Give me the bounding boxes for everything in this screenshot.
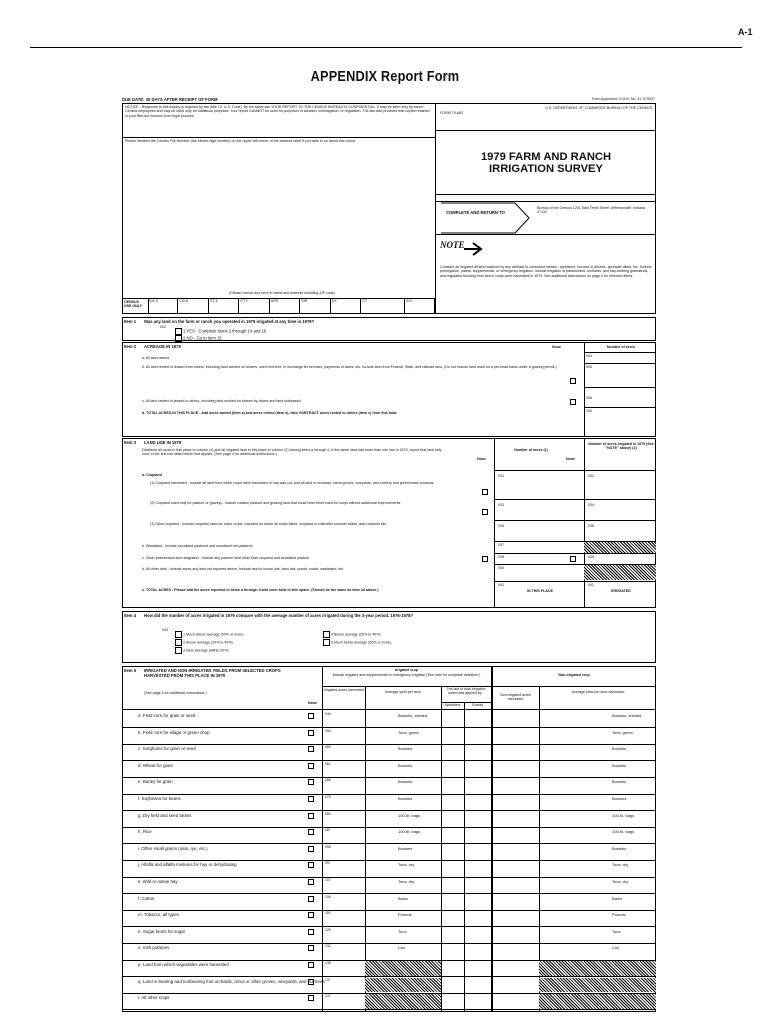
census-cell: DIV 5 [148, 298, 178, 314]
gravity-header: Gravity [471, 703, 484, 707]
item2-line-a: a. All land owned [142, 356, 170, 360]
item3-shaded-cell [584, 542, 656, 553]
confidentiality-notice: NOTICE - Response to this inquiry is required by law (title 13, U.S. Code). By the same law YOUR REPORT TO THE CENSUS BUREAU IS CONFIDENTIAL. It may be seen only by sworn Census employees and may be used only for statistical purposes. Your report CANNOT be used for purposes of taxation, investigation, or regulation. The law also provides that copies retained in your files are immune from legal process. [125, 105, 430, 118]
item1-code: 002 [160, 325, 166, 329]
crop-yield-unit: Bushels [612, 762, 627, 768]
crop-none-checkbox[interactable] [308, 979, 314, 985]
census-cell: LID 6 [178, 298, 208, 314]
shaded-cell [365, 961, 441, 976]
item4-option-4[interactable]: 4 Below average (20% to 49%) [322, 631, 381, 638]
crop-none-checkbox[interactable] [308, 713, 314, 719]
crop-none-checkbox[interactable] [308, 896, 314, 902]
crop-code: 107 [325, 878, 331, 882]
item2-line-d-total: d. TOTAL ACRES IN THIS PLACE - Add acres owned (item a) and acres rented (item b), then SUBTRACT acres rented to others (item c) from this total. [142, 411, 398, 415]
crop-yield-unit: Bushels [612, 796, 627, 801]
item3-code: 031 [498, 474, 504, 478]
item5-label: Item 5 [124, 668, 137, 673]
item2-none-header: None [552, 345, 561, 349]
item2-none-checkbox-b[interactable] [570, 378, 576, 384]
crop-yield-unit: Bushels [612, 845, 627, 851]
crop-row [122, 927, 656, 939]
item3-none-checkbox[interactable] [570, 556, 576, 562]
crop-name: o. Irish potatoes [138, 945, 170, 951]
item3-none-checkbox[interactable] [482, 556, 488, 562]
crop-code: 138 [325, 961, 331, 965]
item3-cropland: a. Cropland [142, 473, 162, 477]
item1-label: Item 1 [124, 319, 137, 324]
item5-none-header: None [308, 701, 317, 705]
crop-yield-unit: Cwt [612, 945, 619, 951]
crop-yield-unit: Bushels [398, 762, 413, 768]
item3-code: 040 [498, 566, 504, 570]
survey-title-line1: 1979 FARM AND RANCH [480, 151, 612, 163]
crop-yield-unit: Pounds [612, 912, 626, 918]
crop-name: l. Cotton [138, 895, 155, 901]
crop-none-checkbox[interactable] [308, 912, 314, 918]
form-number: FORM 79-A82 [440, 111, 464, 115]
crop-name: m. Tobacco, all types [138, 912, 179, 918]
report-form [122, 97, 656, 1013]
census-cell: CT [361, 298, 405, 314]
crop-row [122, 811, 656, 823]
crop-yield-unit: 100-lb. bags [398, 812, 421, 818]
item3-col2-header: Number of acres irrigated in 1979 (See "NOTE" above) (2) [588, 442, 654, 451]
option-checkbox[interactable] [323, 631, 330, 638]
crop-code: 132 [325, 944, 331, 949]
crop-name: b. Field corn for silage or green chop [138, 729, 210, 735]
omb-approval: Form Approved: O.M.B. No. 41-S79037 [592, 97, 655, 101]
crop-name: g. Dry field and seed beans [138, 812, 192, 818]
item3-total-in-this-place: IN THIS PLACE [527, 589, 553, 593]
crop-code: 125 [325, 927, 331, 932]
crop-none-checkbox[interactable] [308, 746, 314, 752]
crop-yield-unit: Tons, dry [612, 862, 629, 868]
item5-instructions: (See page 4 for additional instructions.) [144, 691, 207, 695]
census-cell: ST 4 [209, 298, 239, 314]
nonirrigated-yield-header: Average yield per acre harvested [571, 690, 625, 694]
crop-none-checkbox[interactable] [308, 846, 314, 852]
option-checkbox[interactable] [323, 639, 330, 646]
crop-name: p. Land from which vegetables were harvested [138, 962, 229, 967]
crop-code: 108 [325, 894, 331, 899]
shaded-cell [365, 978, 441, 993]
crop-code: 080 [325, 811, 331, 816]
crop-none-checkbox[interactable] [308, 763, 314, 769]
crop-yield-unit: Bushels [398, 796, 413, 801]
crop-row [122, 744, 656, 756]
item2-label: Item 2 [124, 344, 137, 349]
nonirrigated-acres-header: Non-irrigated acres harvested [500, 693, 531, 702]
crop-none-checkbox[interactable] [308, 995, 314, 1001]
crop-code: 065 [325, 745, 331, 750]
crop-name: q. Land in bearing and nonbearing fruit orchards, citrus or other groves, vineyards, and nut trees [138, 978, 325, 984]
item3-code: 032 [588, 474, 594, 478]
crop-none-checkbox[interactable] [308, 796, 314, 802]
item3-shaded-cell [584, 565, 656, 580]
crop-code: 076 [325, 795, 331, 799]
item3-line-3: (3) Other cropland - Include cropland used for cover crops, cropland on which all crops failed, cropland in cultivated summer fallow, and cropland idle [150, 522, 387, 526]
crop-name: f. Soybeans for beans [138, 796, 181, 801]
crop-name: k. Wild or native hay [138, 879, 178, 884]
note-pointer-icon [462, 240, 486, 256]
crop-row [122, 860, 656, 872]
crop-yield-unit: Bushels [398, 746, 413, 752]
item3-code: 038 [498, 555, 504, 559]
item3-line-other: d. All other land - Include acres any land not reported above. Include land in house lots, barn lots, ponds, roads, wasteland, etc. [142, 567, 345, 571]
shaded-cell [365, 994, 441, 1009]
crop-none-checkbox[interactable] [308, 829, 314, 835]
item1-question: Was any land on the farm or ranch you operated in 1979 irrigated at any time in 1979? [144, 319, 315, 324]
item3-line-woodland: b. Woodland - Include woodland pastured and woodland not pastured [142, 544, 253, 548]
crop-yield-unit: Bushels, shelled [612, 713, 642, 718]
item3-none-checkbox[interactable] [482, 509, 488, 515]
crop-yield-unit: Tons [398, 928, 407, 934]
appendix-title: APPENDIX Report Form [310, 68, 460, 85]
crop-row [122, 728, 656, 740]
crop-name: n. Sugar beets for sugar [138, 928, 186, 934]
crop-row [122, 877, 656, 889]
crop-none-checkbox[interactable] [308, 779, 314, 785]
crop-yield-unit: Tons, dry [398, 879, 415, 884]
census-use-label: CENSUS USE ONLY [124, 300, 143, 309]
shaded-cell [539, 994, 656, 1009]
crop-none-checkbox[interactable] [308, 879, 314, 885]
crop-yield-unit: Cwt [398, 945, 405, 951]
crop-name: i. Other small grains (oats, rye, etc.) [138, 845, 208, 851]
crop-none-checkbox[interactable] [308, 730, 314, 736]
item3-col1-header: Number of acres (1) [514, 448, 548, 452]
item3-code: 039 [588, 555, 594, 559]
option-checkbox[interactable] [175, 639, 182, 646]
complete-and-return: COMPLETE AND RETURN TO [446, 210, 505, 215]
crop-yield-unit: Bales [398, 895, 409, 901]
item3-line-2: (2) Cropland used only for pasture or grazing - Include rotation pasture and grazing land that could have been used for crops without additional improvements [150, 501, 401, 505]
item2-code-b: 005 [586, 365, 592, 369]
due-date: DUE DATE: 30 DAYS AFTER RECEIPT OF FORM [122, 97, 218, 102]
crop-yield-unit: 100-lb. bags [612, 812, 635, 818]
crop-yield-unit: Bushels [612, 779, 627, 785]
crop-row [122, 711, 656, 723]
option-checkbox[interactable] [175, 631, 182, 638]
shaded-cell [539, 978, 656, 993]
item3-code: 036 [588, 524, 594, 528]
crop-none-checkbox[interactable] [308, 945, 314, 951]
no-checkbox[interactable] [175, 335, 182, 342]
item2-none-checkbox-c[interactable] [570, 399, 576, 405]
yes-checkbox[interactable] [175, 328, 182, 335]
page-number: A-1 [738, 27, 753, 37]
crop-yield-unit: Bushels [612, 746, 627, 752]
crop-row [122, 761, 656, 773]
census-cell: SIR [300, 298, 330, 314]
crop-code: 137 [325, 977, 331, 982]
census-cell: EO [406, 299, 412, 303]
crop-none-checkbox[interactable] [308, 813, 314, 819]
crop-name: e. Barley for grain [138, 779, 173, 785]
water-applied-header: The last of total irrigation water was applied by - [446, 687, 486, 696]
crop-yield-unit: Bushels [398, 845, 413, 851]
crop-yield-unit: Tons, dry [398, 862, 415, 868]
crop-none-checkbox[interactable] [308, 929, 314, 935]
census-cell: ASR [270, 298, 300, 314]
survey-title-line2: IRRIGATION SURVEY [489, 163, 603, 175]
item2-acres-header: Number of acres [606, 345, 636, 349]
crop-none-checkbox[interactable] [308, 862, 314, 868]
item1-yes-option[interactable]: 1 YES - Complete items 2 through 14 and 16 [174, 328, 266, 335]
item2-line-c: c. All land rented or leased to others, including land worked on shares by others and land subleased [142, 399, 301, 403]
irrigated-crop-header: Irrigated crop [394, 668, 419, 672]
non-irrigated-crop-header: Non-irrigated crop [558, 673, 590, 677]
crop-code: 098 [325, 844, 331, 849]
crop-row [122, 777, 656, 789]
crop-code: 053 [325, 728, 331, 733]
crop-yield-unit: Bushels [398, 779, 413, 785]
crop-code: 147 [325, 994, 331, 999]
crop-row [122, 794, 656, 806]
crop-name: d. Wheat for grain [138, 762, 173, 768]
item3-code: 037 [498, 543, 504, 547]
item3-total-code2: 042 [588, 583, 594, 587]
item3-title: LAND USE IN 1979 [144, 440, 182, 445]
census-cell: EX [331, 298, 361, 314]
crop-yield-unit: Tons, dry [612, 879, 629, 884]
crop-row [122, 943, 656, 955]
item3-total-irrigated: IRRIGATED [611, 589, 631, 593]
item3-code: 033 [498, 503, 504, 507]
sprinklers-header: Sprinklers [444, 703, 461, 707]
crop-code: 044 [325, 712, 331, 716]
item4-option-1[interactable]: 1 Much above average (50% or more) [174, 631, 244, 638]
irrigated-yield-header: Average yield per acre [385, 690, 421, 694]
crop-yield-unit: Bales [612, 895, 623, 901]
item3-code: 035 [498, 524, 504, 528]
item2-code-d: 030 [586, 409, 592, 413]
item4-option-3[interactable]: 3 Near average (within 20%) [174, 647, 229, 654]
crop-yield-unit: Pounds [398, 912, 412, 918]
crop-row [122, 827, 656, 839]
crop-yield-unit: Bushels, shelled [398, 713, 428, 718]
crop-row [122, 844, 656, 856]
item3-total-code: 041 [498, 583, 504, 587]
crop-name: a. Field corn for grain or seed [138, 713, 196, 718]
crop-code: 087 [325, 828, 331, 833]
crop-name: r. All other crops [138, 995, 170, 1001]
item3-label: Item 3 [124, 440, 137, 445]
census-use-cells [148, 298, 435, 314]
crop-yield-unit: Tons [612, 928, 621, 934]
item3-code: 034 [588, 503, 594, 507]
item4-option-2[interactable]: 2 Above average (20% to 49%) [174, 639, 233, 646]
irrigated-crop-subheader: Include irrigated and supplemental or emergency irrigation (See note for complete definition.) [332, 673, 481, 677]
crop-code: 116 [325, 911, 331, 916]
item1-no-option[interactable]: 2 NO - Go to item 15 [174, 335, 222, 342]
crop-name: h. Rice [138, 829, 152, 835]
item4-question: How did the number of acres irrigated in 1979 compare with the average number of acres irrigated during the 3-year period, 1976-1978? [144, 613, 414, 618]
item3-instructions: Distribute all acres in this place to column (1) and all irrigated land in this place in column (2) among items a through d. If the same land had more than one use in 1979, report that land only once in the first use listed below that applies. (See page 4 for additional instructions.) [142, 448, 442, 457]
item5-title: IRRIGATED AND NON-IRRIGATED YIELDS FROM SELECTED CROPS HARVESTED FROM THIS PLACE IN 1979 [144, 668, 281, 679]
item4-code: 043 [162, 628, 168, 632]
option-checkbox[interactable] [175, 647, 182, 654]
irrigated-acres-header: Irrigated acres harvested [324, 688, 364, 692]
crop-yield-unit: Tons, green [612, 729, 633, 735]
item2-line-b: b. All land rented or leased from others, including land worked on shares, used rent-free, in exchange for services, payments of taxes, etc. Include land from Federal, State, and railroad land. (Do not include land used on a per-head basis under a grazing permit.) [142, 365, 557, 369]
item4-option-5[interactable]: 5 Much below average (50% or more) [322, 639, 391, 646]
crop-yield-unit: 100-lb. bags [612, 829, 635, 835]
top-rule [30, 47, 742, 48]
crop-row [122, 894, 656, 906]
crop-row [122, 910, 656, 922]
item3-line-pasture: c. Other pastureland and rangeland - Include any pasture land other than cropland and woodland pasture [142, 556, 310, 560]
item2-code-c: 006 [586, 396, 592, 400]
item3-none-checkbox[interactable] [482, 489, 488, 495]
crop-none-checkbox[interactable] [308, 962, 314, 968]
crop-yield-unit: Tons, green [398, 729, 419, 735]
crop-row-rule [122, 1009, 656, 1010]
file-number-instruction: Please mention the Census File Number (the eleven-digit number) on the upper left corner of the address label if you write to us about this report. [125, 139, 356, 143]
crop-name: c. Sorghums for grain or seed [138, 746, 196, 752]
crop-code: 062 [325, 761, 331, 766]
census-cell: CTY [239, 298, 269, 314]
crop-yield-unit: 100-lb. bags [398, 829, 421, 835]
shaded-cell [539, 961, 656, 976]
item3-none-header-1: None [477, 457, 486, 461]
item3-none-header-2: None [566, 457, 575, 461]
item4-label: Item 4 [124, 613, 137, 618]
crop-code: 097 [325, 861, 331, 866]
note-title: NOTE [440, 240, 465, 250]
note-text: Consider as irrigated all land watered by any artificial or controlled means - sprinklers, furrows or ditches, spreader dikes, etc. Include preirrigation, partial, supplemental, or emergency irrigation. Include irrigation of pastureland, orchards, and hay-bearing grasslands, and regulated flooding from which crops were harvested in 1979. See additional instructions on page 4 for selected items. [440, 265, 652, 278]
item3-line-1: (1) Cropland harvested - Include all land from which crops were harvested or hay was cut, and all land in orchards, citrus groves, vineyards, and nursery and greenhouse products [150, 481, 434, 485]
item2-code-a: 004 [586, 354, 592, 358]
return-address: Bureau of the Census 1201 East Tenth Street Jeffersonville, Indiana 47132 [537, 206, 645, 215]
crop-code: 068 [325, 778, 331, 783]
address-caption: (Please correct any error in name and address including ZIP code) [229, 291, 335, 295]
agency-name: U.S. DEPARTMENT OF COMMERCE BUREAU OF THE CENSUS [545, 106, 652, 110]
crop-name: j. Alfalfa and alfalfa mixtures for hay or dehydrating [138, 862, 237, 868]
item2-title: ACREAGE IN 1979 [144, 344, 181, 349]
item3-total: e. TOTAL ACRES - Please add the acres reported in items a through d and enter total in this space. (Should be the same as item 2d above.) [142, 588, 379, 592]
